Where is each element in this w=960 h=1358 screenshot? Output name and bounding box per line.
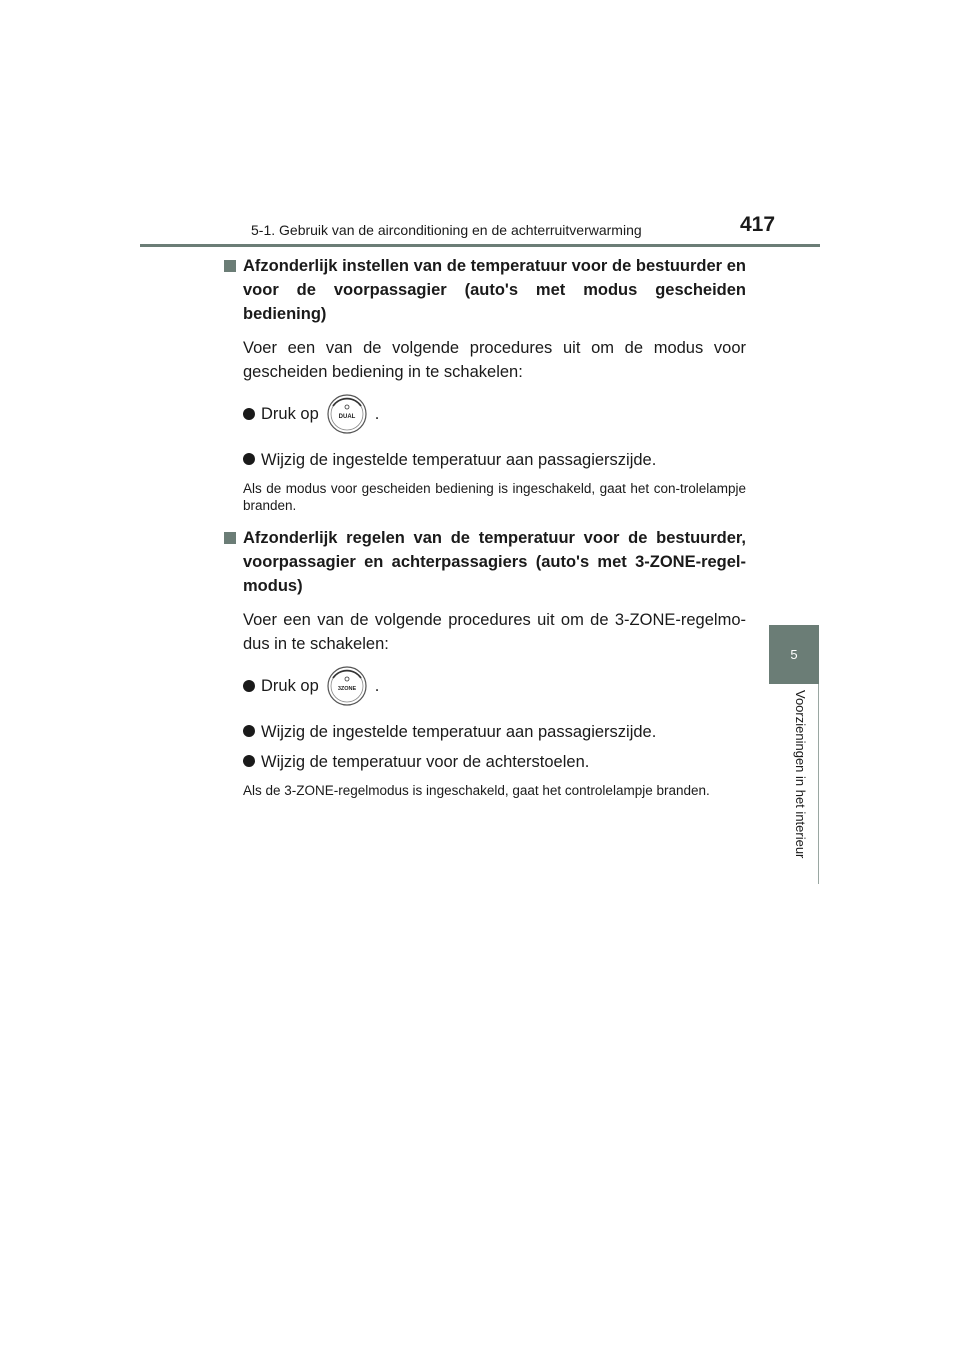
chapter-tab — [769, 625, 819, 684]
chapter-title: Voorzieningen in het interieur — [793, 690, 808, 859]
chapter-number: 5 — [790, 647, 798, 662]
bullet-icon — [243, 755, 255, 767]
bullet-press-button — [243, 392, 746, 436]
section-note: Als de 3-ZONE-regelmodus is ingeschakeld, gaat het controlelampje branden. — [243, 783, 710, 798]
bullet-item — [243, 750, 746, 774]
3zone-button-icon — [327, 666, 367, 706]
section-marker-icon — [224, 260, 236, 272]
bullet-item — [243, 720, 746, 744]
dual-button-icon — [327, 394, 367, 434]
bullet-text: Wijzig de ingestelde temperatuur aan passagierszijde. — [261, 723, 657, 741]
press-prefix: Druk op — [261, 676, 319, 695]
press-prefix: Druk op — [261, 404, 319, 423]
section-note: Als de modus voor gescheiden bediening is ingeschakeld, gaat het con-trolelampje branden. — [243, 481, 746, 513]
bullet-icon — [243, 680, 255, 692]
section-title: Afzonderlijk instellen van de temperatuur voor de bestuurder en voor de voorpassagier (auto's met modus gescheiden bediening) — [243, 257, 746, 323]
press-suffix: . — [374, 676, 380, 695]
section-3zone — [224, 526, 746, 799]
chapter-divider — [818, 684, 819, 884]
bullet-press-button — [243, 664, 746, 708]
bullet-icon — [243, 408, 255, 420]
page-number: 417 — [740, 213, 776, 236]
section-dual — [224, 254, 746, 514]
bullet-item — [243, 448, 746, 472]
bullet-icon — [243, 453, 255, 465]
header-section-title: 5-1. Gebruik van de airconditioning en de achterruitverwarming — [251, 222, 642, 238]
press-suffix: . — [374, 404, 380, 423]
page-content — [224, 254, 746, 799]
dual-button-label: DUAL — [338, 414, 356, 420]
header-divider — [140, 244, 820, 247]
bullet-text: Wijzig de temperatuur voor de achterstoelen. — [261, 753, 590, 771]
section-intro: Voer een van de volgende procedures uit om de modus voor gescheiden bediening in te schakelen: — [243, 339, 746, 381]
bullet-icon — [243, 725, 255, 737]
section-title: Afzonderlijk regelen van de temperatuur voor de bestuurder, voorpassagier en achterpassagiers (auto's met 3-ZONE-regel-modus) — [243, 529, 746, 595]
section-marker-icon — [224, 532, 236, 544]
section-intro: Voer een van de volgende procedures uit om de 3-ZONE-regelmo-dus in te schakelen: — [243, 611, 746, 653]
3zone-button-label: 3ZONE — [337, 686, 356, 692]
bullet-text: Wijzig de ingestelde temperatuur aan passagierszijde. — [261, 451, 657, 469]
